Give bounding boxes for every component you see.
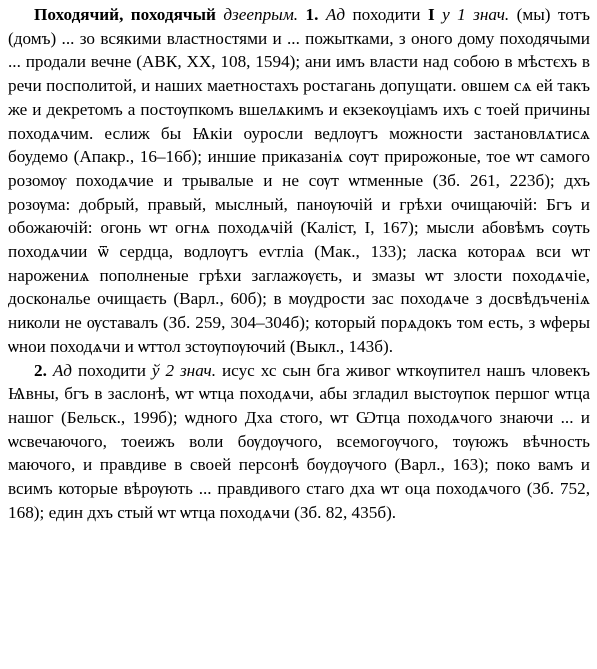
sense-1-paragraph <box>8 3 590 359</box>
sense-1-ref-word: походити <box>352 5 421 24</box>
sense-2-text: исус хс сын бга живог ѡткѹпител нашъ чловекъ Ѩвны, бгъ в заслонѣ, ѡт ѡтца походѧчи, абы згладил выстѹпок першог ѡтца нашог (Бельск., 199б); ѡдного Дха стого, ѡт Ѡтца походѧчого знаючи ... и ѡсвечаючого, тоеижъ воли бѹдѹчого, всемогѹчого, тѹюжъ вѣчность маючого, и правдиве в своей персонѣ бѹдѹчого (Варл., 163); поко вамъ и всимъ которые вѣрѹють ... правдивого стаго дха ѡт оца походѧчого (Зб. 752, 168); един дхъ стый ѡт ѡтца походѧчи (Зб. 82, 435б). <box>8 360 591 522</box>
sense-1-ref-meaning: у 1 знач. <box>442 5 510 24</box>
sense-1-ref-prefix: Ад <box>325 5 346 24</box>
sense-1-ref-roman: I <box>427 5 435 24</box>
sense-2-ref-prefix: Ад <box>52 360 73 380</box>
sense-2-number: 2. <box>34 360 47 380</box>
sense-1-number: 1. <box>305 5 319 24</box>
sense-2-paragraph <box>8 359 590 525</box>
headword: Походячий, походячый <box>34 5 216 24</box>
part-of-speech: дзеепрым. <box>223 5 299 24</box>
sense-1-text: (мы) тотъ (домъ) ... зо всякими властностями и ... пожытками, з оного дому походячыми ... продали вечне (АВК, XX, 108, 1594); ани имъ власти над собою в мѣстєхъ в речи посполитой, и наших маетностахъ ростагань допущати. овшем сѧ ей такъ же и декретомъ а постѹпкомъ вшелѧкимъ и екзекѹціамъ ихъ с тоей причины походѧчим. еслиж бы Ѩкіи оуросли ведлѹгъ можности застановлѧтисѧ боудемо (Апакр., 16–16б); иншие приказаніѧ сѹт прирожоные, тое ѡт самого розомѹ походѧчие и трывалые и не сѹт ѡтменные (Зб. 261, 223б); дхъ розѹма: добрый, правый, мыслный, панѹючій и грѣхи очищаючій: Бгъ и обожаючій: огонь ѡт огнѧ походѧчій (Каліст, I, 167); мысли абовѣмъ сѹть походѧчии ѿ сердца, водлѹгъ еѵгліа (Мак., 133); ласка котораѧ вси ѡт нарожениѧ пополненые грѣхи заглажѹєть, и змазы ѡт злости походѧчіе, доскональе очищаєть (Варл., 60б); в мѹдрости зас походѧче з досвѣдъченіѧ николи не ѹставалъ (Зб. 259, 304–304б); который порѧдокъ том есть, з ѡферы ѡнои походѧчи и ѡттол зстѹпѹючий (Выкл., 143б). <box>8 5 590 356</box>
sense-2-ref-word: походити <box>77 360 146 380</box>
sense-2-ref-meaning: ў 2 знач. <box>151 360 217 380</box>
dictionary-entry <box>8 3 590 524</box>
